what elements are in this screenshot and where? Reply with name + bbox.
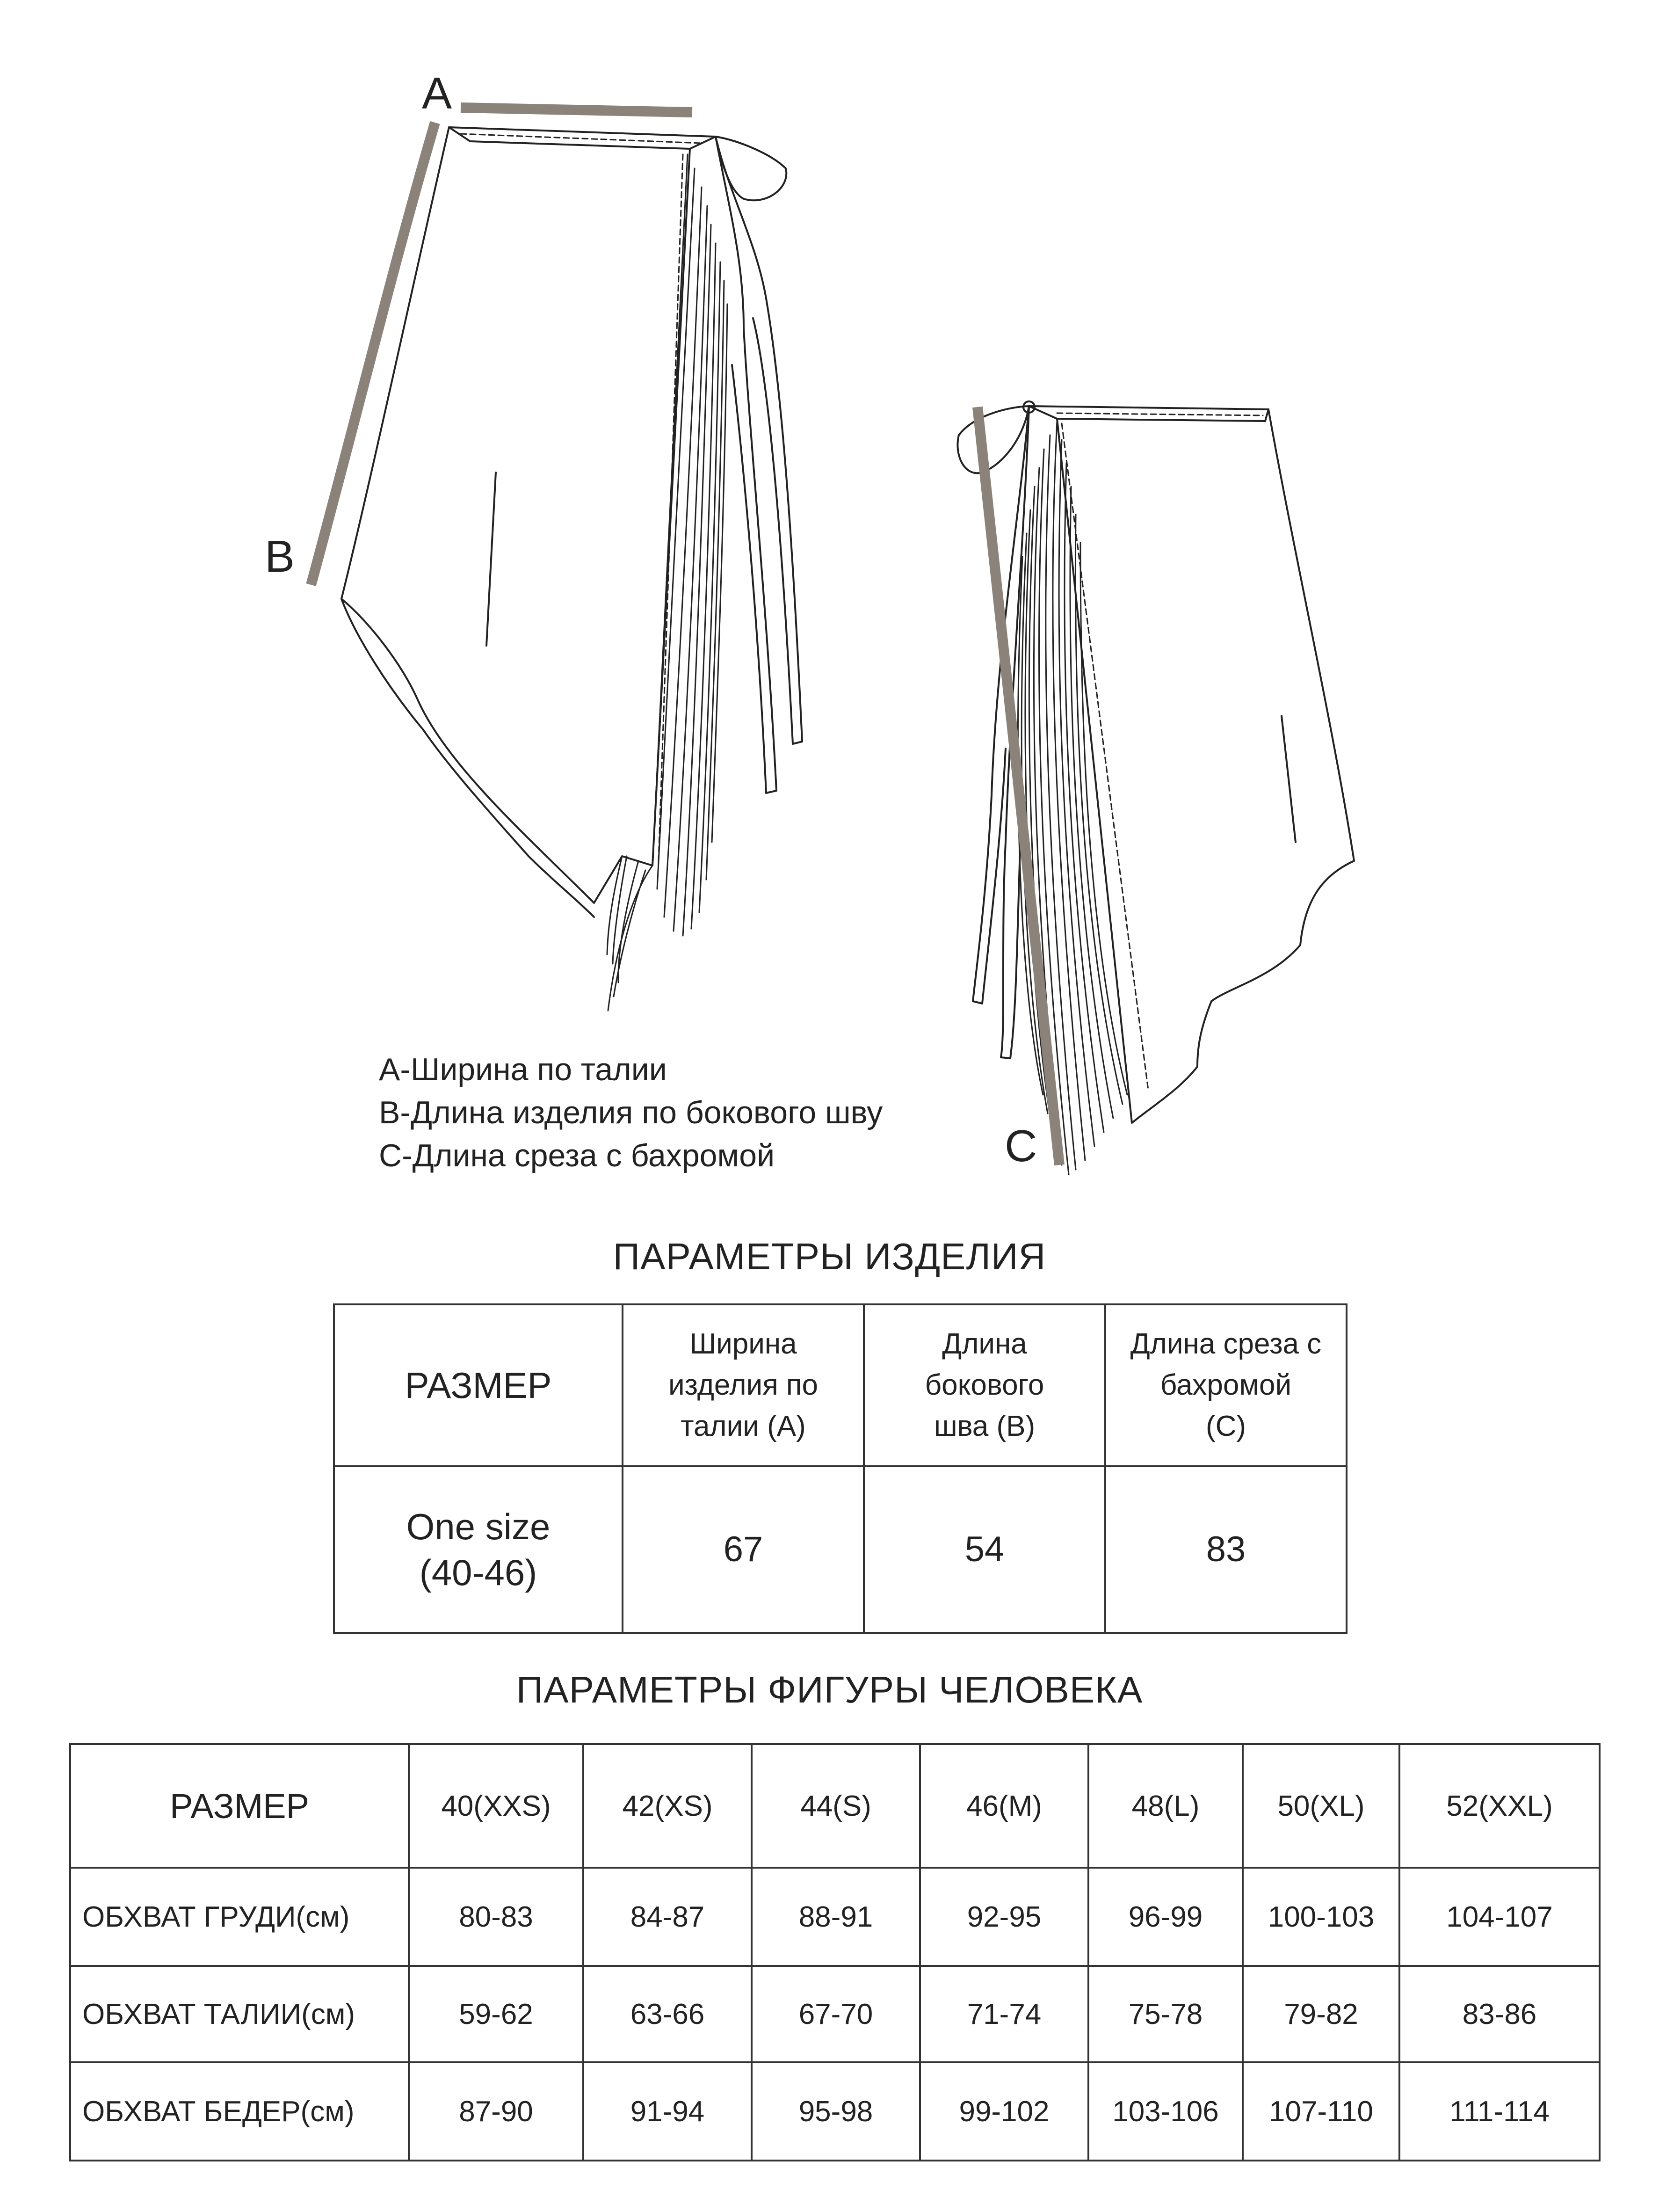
size-header: РАЗМЕР [334, 1304, 623, 1466]
size-column-header: 50(XL) [1243, 1744, 1399, 1868]
table-cell: 67-70 [752, 1966, 920, 2062]
table-cell: 91-94 [583, 2062, 752, 2161]
body-params-table [69, 1743, 1601, 2161]
table-cell: 111-114 [1399, 2062, 1600, 2161]
table-cell: 104-107 [1399, 1868, 1600, 1966]
size-column-header: 40(XXS) [409, 1744, 583, 1868]
measurement-legend [379, 1048, 883, 1177]
table-cell: 95-98 [752, 2062, 920, 2161]
body-params-title: ПАРАМЕТРЫ ФИГУРЫ ЧЕЛОВЕКА [516, 1669, 1143, 1710]
table-header-row [70, 1744, 1600, 1868]
marker-a-bar [461, 108, 692, 112]
table-row [70, 1966, 1600, 2062]
table-row [70, 1868, 1600, 1966]
table-cell: 59-62 [409, 1966, 583, 2062]
table-cell: 63-66 [583, 1966, 752, 2062]
table-cell: 79-82 [1243, 1966, 1399, 2062]
table-cell: 88-91 [752, 1868, 920, 1966]
col-b-header: Длина бокового шва (B) [864, 1304, 1105, 1466]
legend-item: A-Ширина по талии [379, 1052, 667, 1087]
product-params-table [333, 1303, 1347, 1634]
marker-a-label: A [422, 68, 452, 118]
size-value: One size (40-46) [334, 1466, 623, 1633]
table-cell: 99-102 [920, 2062, 1088, 2161]
legend-item: B-Длина изделия по бокового шву [379, 1095, 883, 1130]
table-cell: 96-99 [1088, 1868, 1243, 1966]
marker-b-bar [311, 123, 435, 585]
table-cell: 92-95 [920, 1868, 1088, 1966]
row-label: ОБХВАТ ГРУДИ(см) [70, 1868, 409, 1966]
size-column-header: 46(M) [920, 1744, 1088, 1868]
value-b: 54 [864, 1466, 1105, 1633]
col-c-header: Длина среза с бахромой (C) [1105, 1304, 1347, 1466]
table-header-row [334, 1304, 1347, 1466]
size-column-header: 44(S) [752, 1744, 920, 1868]
table-cell: 80-83 [409, 1868, 583, 1966]
value-a: 67 [623, 1466, 864, 1633]
col-a-header: Ширина изделия по талии (A) [623, 1304, 864, 1466]
table-cell: 103-106 [1088, 2062, 1243, 2161]
table-cell: 84-87 [583, 1868, 752, 1966]
skirt-front-view [341, 127, 802, 1011]
marker-c-label: C [1005, 1121, 1037, 1171]
legend-item: C-Длина среза с бахромой [379, 1138, 775, 1173]
size-column-header: 48(L) [1088, 1744, 1243, 1868]
marker-b-label: B [265, 531, 295, 582]
table-row [334, 1466, 1347, 1633]
value-c: 83 [1105, 1466, 1347, 1633]
table-cell: 75-78 [1088, 1966, 1243, 2062]
table-cell: 100-103 [1243, 1868, 1399, 1966]
table-cell: 107-110 [1243, 2062, 1399, 2161]
row-label: ОБХВАТ ТАЛИИ(см) [70, 1966, 409, 2062]
table-cell: 83-86 [1399, 1966, 1600, 2062]
table-row [70, 2062, 1600, 2161]
table-cell: 87-90 [409, 2062, 583, 2161]
row-label: ОБХВАТ БЕДЕР(см) [70, 2062, 409, 2161]
table-cell: 71-74 [920, 1966, 1088, 2062]
size-column-header: 42(XS) [583, 1744, 752, 1868]
product-params-title: ПАРАМЕТРЫ ИЗДЕЛИЯ [613, 1236, 1046, 1277]
size-header: РАЗМЕР [70, 1744, 409, 1868]
size-column-header: 52(XXL) [1399, 1744, 1600, 1868]
